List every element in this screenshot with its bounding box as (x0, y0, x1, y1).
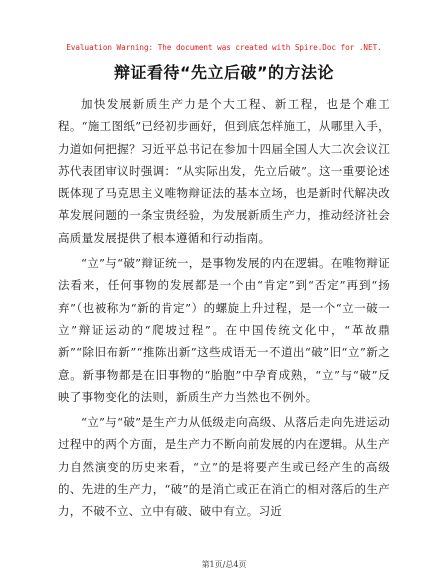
evaluation-warning: Evaluation Warning: The document was created with Spire.Doc for .NET. (66, 43, 382, 52)
paragraph-1: 加快发展新质生产力是个大工程、新工程，也是个难工程。“施工图纸”已经初步画好，但到底怎样施工，从哪里入手，力道如何把握？习近平总书记在参加十四届全国人大二次会议江苏代表团审议时强调：“从实际出发，先立后破”。这一重要论述既体现了马克思主义唯物辩证法的基本立场，也是新时代解决改革发展问题的一条宝贵经验，为发展新质生产力，推动经济社会高质量发展提供了根本遵循和行动指南。 (58, 97, 390, 245)
page-footer: 第1页/总4页 (201, 560, 247, 569)
document-body (58, 93, 390, 526)
document-title: 辩证看待“先立后破”的方法论 (113, 63, 335, 82)
paragraph-2: “立”与“破”辩证统一，是事物发展的内在逻辑。在唯物辩证法看来，任何事物的发展都是一个由“肯定”到“否定”再到“扬弃”（也被称为“新的肯定”）的螺旋上升过程，是一个“立一破一立”辩证运动的“爬坡过程”。在中国传统文化中，“革故鼎新”“除旧布新”“推陈出新”这些成语无一不道出“破”旧“立”新之意。新事物都是在旧事物的“胎胞”中孕育成熟，“立”与“破”反映了事物变化的法则，新质生产力当然也不例外。 (58, 256, 390, 404)
paragraph-3: “立”与“破”是生产力从低级走向高级、从落后走向先进运动过程中的两个方面，是生产力不断向前发展的内在逻辑。从生产力自然演变的历史来看，“立”的是将要产生或已经产生的高级的、先进的生产力，“破”的是消亡或正在消亡的相对落后的生产力，不破不立、立中有破、破中有立。习近 (58, 415, 390, 519)
